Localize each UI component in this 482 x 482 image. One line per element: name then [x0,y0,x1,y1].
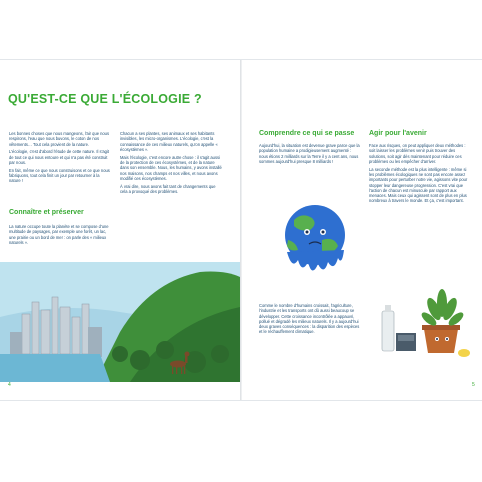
right-column-1-lower [259,303,363,337]
page-number: 5 [472,382,475,388]
section-heading-connaitre: Connaître et préserver [9,209,84,216]
city-landscape-illustration [0,262,240,382]
section-heading-comprendre: Comprendre ce qui se passe [259,130,355,137]
paragraph: La nature occupe toute la planète et se compose d'une multitude de paysages, par exemple une forêt, un lac, une prairie ou un bord de mer : on parle des « milieux naturels ». [9,224,109,245]
right-column-1 [259,143,361,167]
right-column-2 [369,143,471,206]
page-title: QU'EST-CE QUE L'ÉCOLOGIE ? [8,92,202,106]
section-heading-agir: Agir pour l'avenir [369,130,427,137]
left-column-2 [120,131,222,197]
paragraph: Comme le nombre d'humains croissait, l'agriculture, l'industrie et les transports ont dû aussi beaucoup se développer. Cette croissance incontrôlée a appauvri, pollué et dégradé les milieux naturels. Il y a aujourd'hui deux graves conséquences : la disparition des espèces et le réchauffement climatique. [259,303,360,335]
paragraph: Chacun a ses plantes, ses animaux et ses habitants invisibles, les micro-organismes. L'écologie, c'est la connaissance de ces milieux naturels, qu'on appelle « écosystèmes ». [120,131,218,152]
potted-plant-icon [374,283,474,361]
paragraph: La seconde méthode est la plus intelligente : même si les problèmes écologiques ne sont pas encore assez importants pour perturber notre vie, agissons vite pour stopper leur dangereuse progression. C'est vrai que l'action de chacun est minuscule par rapport aux menaces. Mais ceux qui agissent sont de plus en plus nombreux à travers le monde. Et ça, c'est important. [369,166,468,204]
paragraph: Mais l'écologie, c'est encore autre chose : il s'agit aussi de la protection de ces écosystèmes, et de la nature dans son ensemble. Nous, les humains, y avons installé nos maisons, nos champs et nos villes, et nous avons modifié ces écosystèmes. [120,154,222,181]
book-gutter [240,60,242,400]
paragraph: Face aux risques, on peut appliquer deux méthodes : soit laisser les problèmes venir puis trouver des solutions, soit agir dès maintenant pour réduire ces problèmes ou les empêcher d'arriver. [369,143,466,164]
page-number: 4 [8,382,11,388]
paragraph: L'écologie, c'est d'abord l'étude de cette nature. Il s'agit de tout ce qui nous entoure et qui n'a pas été construit par nous. [9,149,109,165]
left-column-1 [9,131,112,186]
left-column-1-after [9,224,113,248]
paragraph: À vrai dire, nous avons fait tant de changements que cela a provoqué des problèmes. [120,183,216,194]
melting-earth-icon [272,200,358,278]
paragraph: Aujourd'hui, la situation est devenue grave parce que la population humaine a prodigieusement augmenté : nous étions 2 milliards sur la Terre il y a cent ans, nous sommes aujourd'hui presque 8 milliards ! [259,143,360,164]
paragraph: En fait, même ce que nous construisons et ce que nous fabriquons, tout cela finit un jour par retourner à la nature ! [9,167,110,184]
paragraph: Les bonnes choses que nous mangeons, l'air que nous respirons, l'eau que nous buvons, le coton de nos vêtements… Tout cela provient de la nature. [9,131,110,147]
